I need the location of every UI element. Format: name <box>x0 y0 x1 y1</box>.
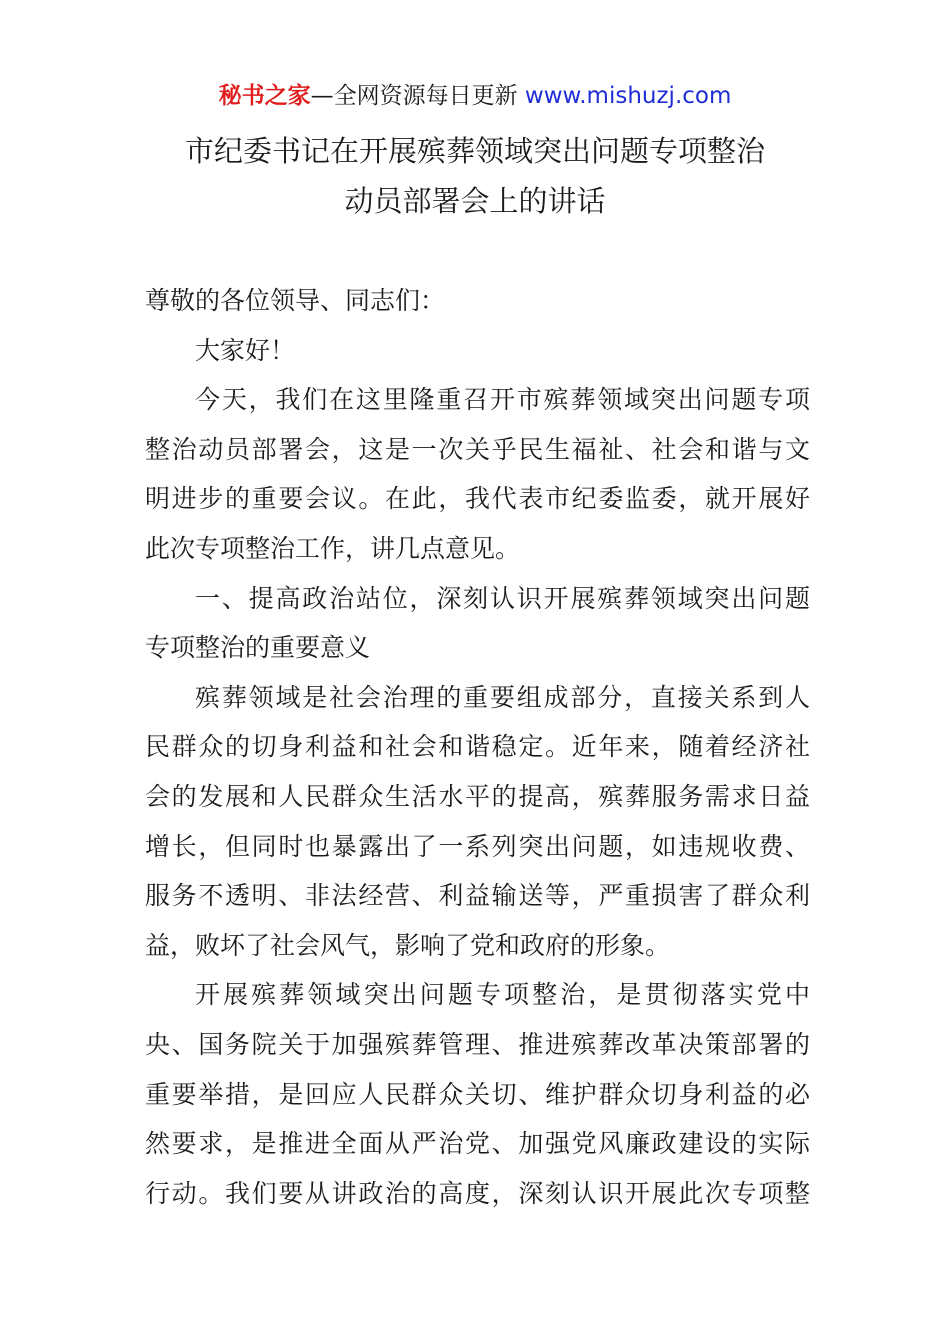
paragraph-intro <box>145 375 810 573</box>
title-line: 动员部署会上的讲话 <box>344 184 606 218</box>
document-body <box>145 276 810 1218</box>
text-line: 整治动员部署会，这是一次关乎民生福祉、社会和谐与文 <box>145 434 810 464</box>
text-line: 然要求，是推进全面从严治党、加强党风廉政建设的实际 <box>145 1129 810 1159</box>
text-line: 开展殡葬领域突出问题专项整治，是贯彻落实党中 <box>195 980 810 1010</box>
greeting: 大家好！ <box>195 335 296 365</box>
heading-line: 一、提高政治站位，深刻认识开展殡葬领域突出问题 <box>195 583 810 613</box>
text-line: 增长，但同时也暴露出了一系列突出问题，如违规收费、 <box>145 831 810 861</box>
heading-line: 专项整治的重要意义 <box>145 633 371 663</box>
document-title <box>0 126 950 226</box>
title-line: 市纪委书记在开展殡葬领域突出问题专项整治 <box>184 134 765 168</box>
text-line: 今天，我们在这里隆重召开市殡葬领域突出问题专项 <box>195 385 810 415</box>
text-line: 会的发展和人民群众生活水平的提高，殡葬服务需求日益 <box>145 781 810 811</box>
text-line: 民群众的切身利益和社会和谐稳定。近年来，随着经济社 <box>145 732 810 762</box>
site-header <box>0 80 950 112</box>
salutation: 尊敬的各位领导、同志们： <box>145 286 446 315</box>
text-line: 明进步的重要会议。在此，我代表市纪委监委，就开展好 <box>145 484 810 514</box>
text-line: 服务不透明、非法经营、利益输送等，严重损害了群众利 <box>145 881 810 911</box>
text-line: 重要举措，是回应人民群众关切、维护群众切身利益的必 <box>145 1079 810 1109</box>
text-line: 此次专项整治工作，讲几点意见。 <box>145 533 521 563</box>
text-line: 央、国务院关于加强殡葬管理、推进殡葬改革决策部署的 <box>145 1029 810 1059</box>
site-brand: 秘书之家 <box>218 83 311 109</box>
paragraph-significance <box>145 970 810 1218</box>
section-heading <box>145 574 810 673</box>
paragraph-background <box>145 673 810 971</box>
site-url-link[interactable]: www.mishuzj.com <box>524 83 732 109</box>
site-tagline: —全网资源每日更新 <box>310 83 518 109</box>
text-line: 殡葬领域是社会治理的重要组成部分，直接关系到人 <box>195 682 810 712</box>
text-line: 行动。我们要从讲政治的高度，深刻认识开展此次专项整 <box>145 1178 810 1208</box>
text-line: 益，败坏了社会风气，影响了党和政府的形象。 <box>145 930 671 960</box>
